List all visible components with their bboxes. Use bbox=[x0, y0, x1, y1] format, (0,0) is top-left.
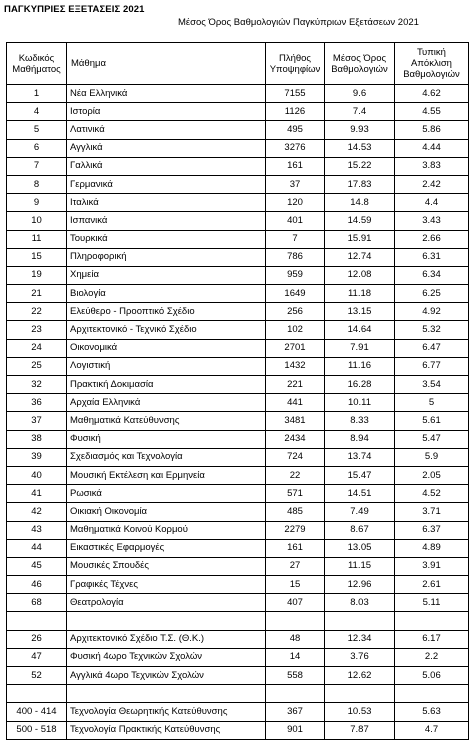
code-cell: 39 bbox=[7, 448, 67, 466]
table-row bbox=[7, 303, 469, 321]
table-row bbox=[7, 721, 469, 739]
table-row bbox=[7, 139, 469, 157]
sd-cell: 5 bbox=[395, 394, 469, 412]
subject-cell: Ελεύθερο - Προοπτικό Σχέδιο bbox=[67, 303, 266, 321]
candidates-cell: 2434 bbox=[266, 430, 325, 448]
sd-cell: 5.61 bbox=[395, 412, 469, 430]
code-cell: 40 bbox=[7, 466, 67, 484]
code-cell: 22 bbox=[7, 303, 67, 321]
subject-cell: Φυσική bbox=[67, 430, 266, 448]
sd-cell: 3.91 bbox=[395, 557, 469, 575]
candidates-cell: 3481 bbox=[266, 412, 325, 430]
candidates-cell: 3276 bbox=[266, 139, 325, 157]
code-cell: 10 bbox=[7, 212, 67, 230]
table-row bbox=[7, 412, 469, 430]
subject-cell: Μαθηματικά Κατεύθυνσης bbox=[67, 412, 266, 430]
empty-cell bbox=[266, 685, 325, 703]
sd-cell: 4.89 bbox=[395, 539, 469, 557]
candidates-cell: 901 bbox=[266, 721, 325, 739]
subject-cell: Ιταλικά bbox=[67, 194, 266, 212]
code-cell: 25 bbox=[7, 357, 67, 375]
sd-cell: 5.63 bbox=[395, 703, 469, 721]
subject-cell: Αρχαία Ελληνικά bbox=[67, 394, 266, 412]
mean-cell: 14.8 bbox=[325, 194, 395, 212]
code-cell: 19 bbox=[7, 266, 67, 284]
sd-cell: 3.83 bbox=[395, 157, 469, 175]
separator-row bbox=[7, 612, 469, 630]
sd-cell: 6.31 bbox=[395, 248, 469, 266]
mean-cell: 16.28 bbox=[325, 376, 395, 394]
code-cell: 44 bbox=[7, 539, 67, 557]
empty-cell bbox=[325, 685, 395, 703]
sd-cell: 4.7 bbox=[395, 721, 469, 739]
sd-cell: 6.77 bbox=[395, 357, 469, 375]
table-row bbox=[7, 212, 469, 230]
mean-cell: 12.34 bbox=[325, 630, 395, 648]
sd-cell: 3.54 bbox=[395, 376, 469, 394]
candidates-cell: 7155 bbox=[266, 85, 325, 103]
table-row bbox=[7, 321, 469, 339]
sd-cell: 5.11 bbox=[395, 594, 469, 612]
table-row bbox=[7, 376, 469, 394]
subject-cell: Πληροφορική bbox=[67, 248, 266, 266]
subject-cell: Μαθηματικά Κοινού Κορμού bbox=[67, 521, 266, 539]
empty-cell bbox=[395, 685, 469, 703]
code-cell: 32 bbox=[7, 376, 67, 394]
table-row bbox=[7, 230, 469, 248]
subject-cell: Ιστορία bbox=[67, 103, 266, 121]
subject-cell: Θεατρολογία bbox=[67, 594, 266, 612]
table-row bbox=[7, 194, 469, 212]
mean-cell: 14.64 bbox=[325, 321, 395, 339]
table-row bbox=[7, 594, 469, 612]
table-row bbox=[7, 394, 469, 412]
candidates-cell: 120 bbox=[266, 194, 325, 212]
sd-cell: 4.62 bbox=[395, 85, 469, 103]
table-row bbox=[7, 248, 469, 266]
subject-cell: Λογιστική bbox=[67, 357, 266, 375]
candidates-cell: 15 bbox=[266, 576, 325, 594]
mean-cell: 7.87 bbox=[325, 721, 395, 739]
subject-cell: Αρχιτεκτονικό - Τεχνικό Σχέδιο bbox=[67, 321, 266, 339]
candidates-cell: 407 bbox=[266, 594, 325, 612]
code-cell: 6 bbox=[7, 139, 67, 157]
subject-cell: Πρακτική Δοκιμασία bbox=[67, 376, 266, 394]
subject-cell: Γραφικές Τέχνες bbox=[67, 576, 266, 594]
sd-cell: 5.86 bbox=[395, 121, 469, 139]
code-cell: 46 bbox=[7, 576, 67, 594]
subject-cell: Τουρκικά bbox=[67, 230, 266, 248]
subject-cell: Ρωσικά bbox=[67, 485, 266, 503]
table-row bbox=[7, 339, 469, 357]
code-cell: 37 bbox=[7, 412, 67, 430]
empty-cell bbox=[67, 612, 266, 630]
candidates-cell: 1126 bbox=[266, 103, 325, 121]
subject-cell: Μουσικές Σπουδές bbox=[67, 557, 266, 575]
code-cell: 5 bbox=[7, 121, 67, 139]
subject-cell: Οικονομικά bbox=[67, 339, 266, 357]
code-cell: 9 bbox=[7, 194, 67, 212]
empty-cell bbox=[266, 612, 325, 630]
sd-cell: 6.17 bbox=[395, 630, 469, 648]
sd-cell: 5.06 bbox=[395, 667, 469, 685]
sd-cell: 3.71 bbox=[395, 503, 469, 521]
column-header-sd: Τυπική Απόκλιση Βαθμολογιών bbox=[395, 43, 469, 85]
empty-cell bbox=[395, 612, 469, 630]
table-row bbox=[7, 576, 469, 594]
subject-cell: Βιολογία bbox=[67, 285, 266, 303]
table-row bbox=[7, 430, 469, 448]
subject-cell: Σχεδιασμός και Τεχνολογία bbox=[67, 448, 266, 466]
subject-cell: Οικιακή Οικονομία bbox=[67, 503, 266, 521]
subject-cell: Νέα Ελληνικά bbox=[67, 85, 266, 103]
table-row bbox=[7, 85, 469, 103]
mean-cell: 12.62 bbox=[325, 667, 395, 685]
table-header-row bbox=[7, 43, 469, 85]
code-cell: 500 - 518 bbox=[7, 721, 67, 739]
candidates-cell: 27 bbox=[266, 557, 325, 575]
subject-cell: Εικαστικές Εφαρμογές bbox=[67, 539, 266, 557]
code-cell: 1 bbox=[7, 85, 67, 103]
mean-cell: 9.6 bbox=[325, 85, 395, 103]
table-row bbox=[7, 466, 469, 484]
code-cell: 400 - 414 bbox=[7, 703, 67, 721]
table-row bbox=[7, 521, 469, 539]
mean-cell: 10.11 bbox=[325, 394, 395, 412]
column-header-candidates: Πλήθος Υποψηφίων bbox=[266, 43, 325, 85]
code-cell: 7 bbox=[7, 157, 67, 175]
candidates-cell: 2279 bbox=[266, 521, 325, 539]
table-title: Μέσος Όρος Βαθμολογιών Παγκύπριων Εξετάσεων 2021 bbox=[178, 17, 419, 28]
sd-cell: 3.43 bbox=[395, 212, 469, 230]
column-header-mean: Μέσος Όρος Βαθμολογιών bbox=[325, 43, 395, 85]
code-cell: 42 bbox=[7, 503, 67, 521]
code-cell: 21 bbox=[7, 285, 67, 303]
table-row bbox=[7, 266, 469, 284]
candidates-cell: 724 bbox=[266, 448, 325, 466]
table-row bbox=[7, 103, 469, 121]
sd-cell: 6.34 bbox=[395, 266, 469, 284]
candidates-cell: 2701 bbox=[266, 339, 325, 357]
candidates-cell: 959 bbox=[266, 266, 325, 284]
code-cell: 38 bbox=[7, 430, 67, 448]
sd-cell: 2.61 bbox=[395, 576, 469, 594]
code-cell: 52 bbox=[7, 667, 67, 685]
candidates-cell: 256 bbox=[266, 303, 325, 321]
mean-cell: 15.91 bbox=[325, 230, 395, 248]
code-cell: 47 bbox=[7, 648, 67, 666]
candidates-cell: 485 bbox=[266, 503, 325, 521]
code-cell: 45 bbox=[7, 557, 67, 575]
candidates-cell: 1432 bbox=[266, 357, 325, 375]
code-cell: 68 bbox=[7, 594, 67, 612]
mean-cell: 7.4 bbox=[325, 103, 395, 121]
mean-cell: 13.74 bbox=[325, 448, 395, 466]
candidates-cell: 221 bbox=[266, 376, 325, 394]
mean-cell: 7.91 bbox=[325, 339, 395, 357]
empty-cell bbox=[67, 685, 266, 703]
mean-cell: 14.53 bbox=[325, 139, 395, 157]
subject-cell: Χημεία bbox=[67, 266, 266, 284]
subject-cell: Αγγλικά 4ωρο Τεχνικών Σχολών bbox=[67, 667, 266, 685]
code-cell: 36 bbox=[7, 394, 67, 412]
sd-cell: 4.55 bbox=[395, 103, 469, 121]
mean-cell: 9.93 bbox=[325, 121, 395, 139]
subject-cell: Τεχνολογία Πρακτικής Κατεύθυνσης bbox=[67, 721, 266, 739]
candidates-cell: 558 bbox=[266, 667, 325, 685]
mean-cell: 11.16 bbox=[325, 357, 395, 375]
sd-cell: 2.2 bbox=[395, 648, 469, 666]
subject-cell: Αρχιτεκτονικό Σχέδιο Τ.Σ. (Θ.Κ.) bbox=[67, 630, 266, 648]
mean-cell: 14.51 bbox=[325, 485, 395, 503]
candidates-cell: 786 bbox=[266, 248, 325, 266]
subject-cell: Γερμανικά bbox=[67, 175, 266, 193]
sd-cell: 4.44 bbox=[395, 139, 469, 157]
subject-cell: Μουσική Εκτέλεση και Ερμηνεία bbox=[67, 466, 266, 484]
mean-cell: 12.08 bbox=[325, 266, 395, 284]
table-row bbox=[7, 448, 469, 466]
candidates-cell: 7 bbox=[266, 230, 325, 248]
sd-cell: 6.47 bbox=[395, 339, 469, 357]
table-row bbox=[7, 175, 469, 193]
table-row bbox=[7, 648, 469, 666]
mean-cell: 11.15 bbox=[325, 557, 395, 575]
candidates-cell: 22 bbox=[266, 466, 325, 484]
candidates-cell: 161 bbox=[266, 157, 325, 175]
mean-cell: 17.83 bbox=[325, 175, 395, 193]
mean-cell: 10.53 bbox=[325, 703, 395, 721]
table-row bbox=[7, 503, 469, 521]
table-row bbox=[7, 157, 469, 175]
sd-cell: 4.4 bbox=[395, 194, 469, 212]
subject-cell: Φυσική 4ωρο Τεχνικών Σχολών bbox=[67, 648, 266, 666]
subject-cell: Γαλλικά bbox=[67, 157, 266, 175]
document-heading: ΠΑΓΚΥΠΡΙΕΣ ΕΞΕΤΑΣΕΙΣ 2021 bbox=[4, 4, 145, 15]
subject-cell: Αγγλικά bbox=[67, 139, 266, 157]
code-cell: 4 bbox=[7, 103, 67, 121]
code-cell: 8 bbox=[7, 175, 67, 193]
mean-cell: 12.74 bbox=[325, 248, 395, 266]
code-cell: 26 bbox=[7, 630, 67, 648]
sd-cell: 2.66 bbox=[395, 230, 469, 248]
code-cell: 41 bbox=[7, 485, 67, 503]
candidates-cell: 495 bbox=[266, 121, 325, 139]
table-row bbox=[7, 357, 469, 375]
mean-cell: 11.18 bbox=[325, 285, 395, 303]
sd-cell: 5.32 bbox=[395, 321, 469, 339]
candidates-cell: 161 bbox=[266, 539, 325, 557]
code-cell: 15 bbox=[7, 248, 67, 266]
mean-cell: 8.94 bbox=[325, 430, 395, 448]
mean-cell: 8.67 bbox=[325, 521, 395, 539]
mean-cell: 15.22 bbox=[325, 157, 395, 175]
code-cell: 23 bbox=[7, 321, 67, 339]
sd-cell: 6.25 bbox=[395, 285, 469, 303]
table-row bbox=[7, 703, 469, 721]
mean-cell: 12.96 bbox=[325, 576, 395, 594]
subject-cell: Ισπανικά bbox=[67, 212, 266, 230]
candidates-cell: 48 bbox=[266, 630, 325, 648]
subject-cell: Τεχνολογία Θεωρητικής Κατεύθυνσης bbox=[67, 703, 266, 721]
mean-cell: 13.15 bbox=[325, 303, 395, 321]
empty-cell bbox=[7, 612, 67, 630]
table-row bbox=[7, 667, 469, 685]
table-row bbox=[7, 557, 469, 575]
table-row bbox=[7, 121, 469, 139]
separator-row bbox=[7, 685, 469, 703]
candidates-cell: 401 bbox=[266, 212, 325, 230]
table-row bbox=[7, 630, 469, 648]
empty-cell bbox=[7, 685, 67, 703]
sd-cell: 4.52 bbox=[395, 485, 469, 503]
mean-cell: 8.03 bbox=[325, 594, 395, 612]
candidates-cell: 367 bbox=[266, 703, 325, 721]
mean-cell: 13.05 bbox=[325, 539, 395, 557]
table-row bbox=[7, 485, 469, 503]
sd-cell: 5.9 bbox=[395, 448, 469, 466]
mean-cell: 15.47 bbox=[325, 466, 395, 484]
mean-cell: 14.59 bbox=[325, 212, 395, 230]
empty-cell bbox=[325, 612, 395, 630]
candidates-cell: 1649 bbox=[266, 285, 325, 303]
sd-cell: 2.05 bbox=[395, 466, 469, 484]
mean-cell: 3.76 bbox=[325, 648, 395, 666]
code-cell: 11 bbox=[7, 230, 67, 248]
column-header-subject: Μάθημα bbox=[67, 43, 266, 85]
candidates-cell: 37 bbox=[266, 175, 325, 193]
mean-cell: 7.49 bbox=[325, 503, 395, 521]
code-cell: 24 bbox=[7, 339, 67, 357]
code-cell: 43 bbox=[7, 521, 67, 539]
sd-cell: 2.42 bbox=[395, 175, 469, 193]
candidates-cell: 441 bbox=[266, 394, 325, 412]
table-row bbox=[7, 539, 469, 557]
table-row bbox=[7, 285, 469, 303]
candidates-cell: 102 bbox=[266, 321, 325, 339]
mean-cell: 8.33 bbox=[325, 412, 395, 430]
candidates-cell: 14 bbox=[266, 648, 325, 666]
column-header-code: Κωδικός Μαθήματος bbox=[7, 43, 67, 85]
subject-cell: Λατινικά bbox=[67, 121, 266, 139]
sd-cell: 5.47 bbox=[395, 430, 469, 448]
sd-cell: 4.92 bbox=[395, 303, 469, 321]
sd-cell: 6.37 bbox=[395, 521, 469, 539]
candidates-cell: 571 bbox=[266, 485, 325, 503]
grades-table bbox=[6, 42, 469, 740]
